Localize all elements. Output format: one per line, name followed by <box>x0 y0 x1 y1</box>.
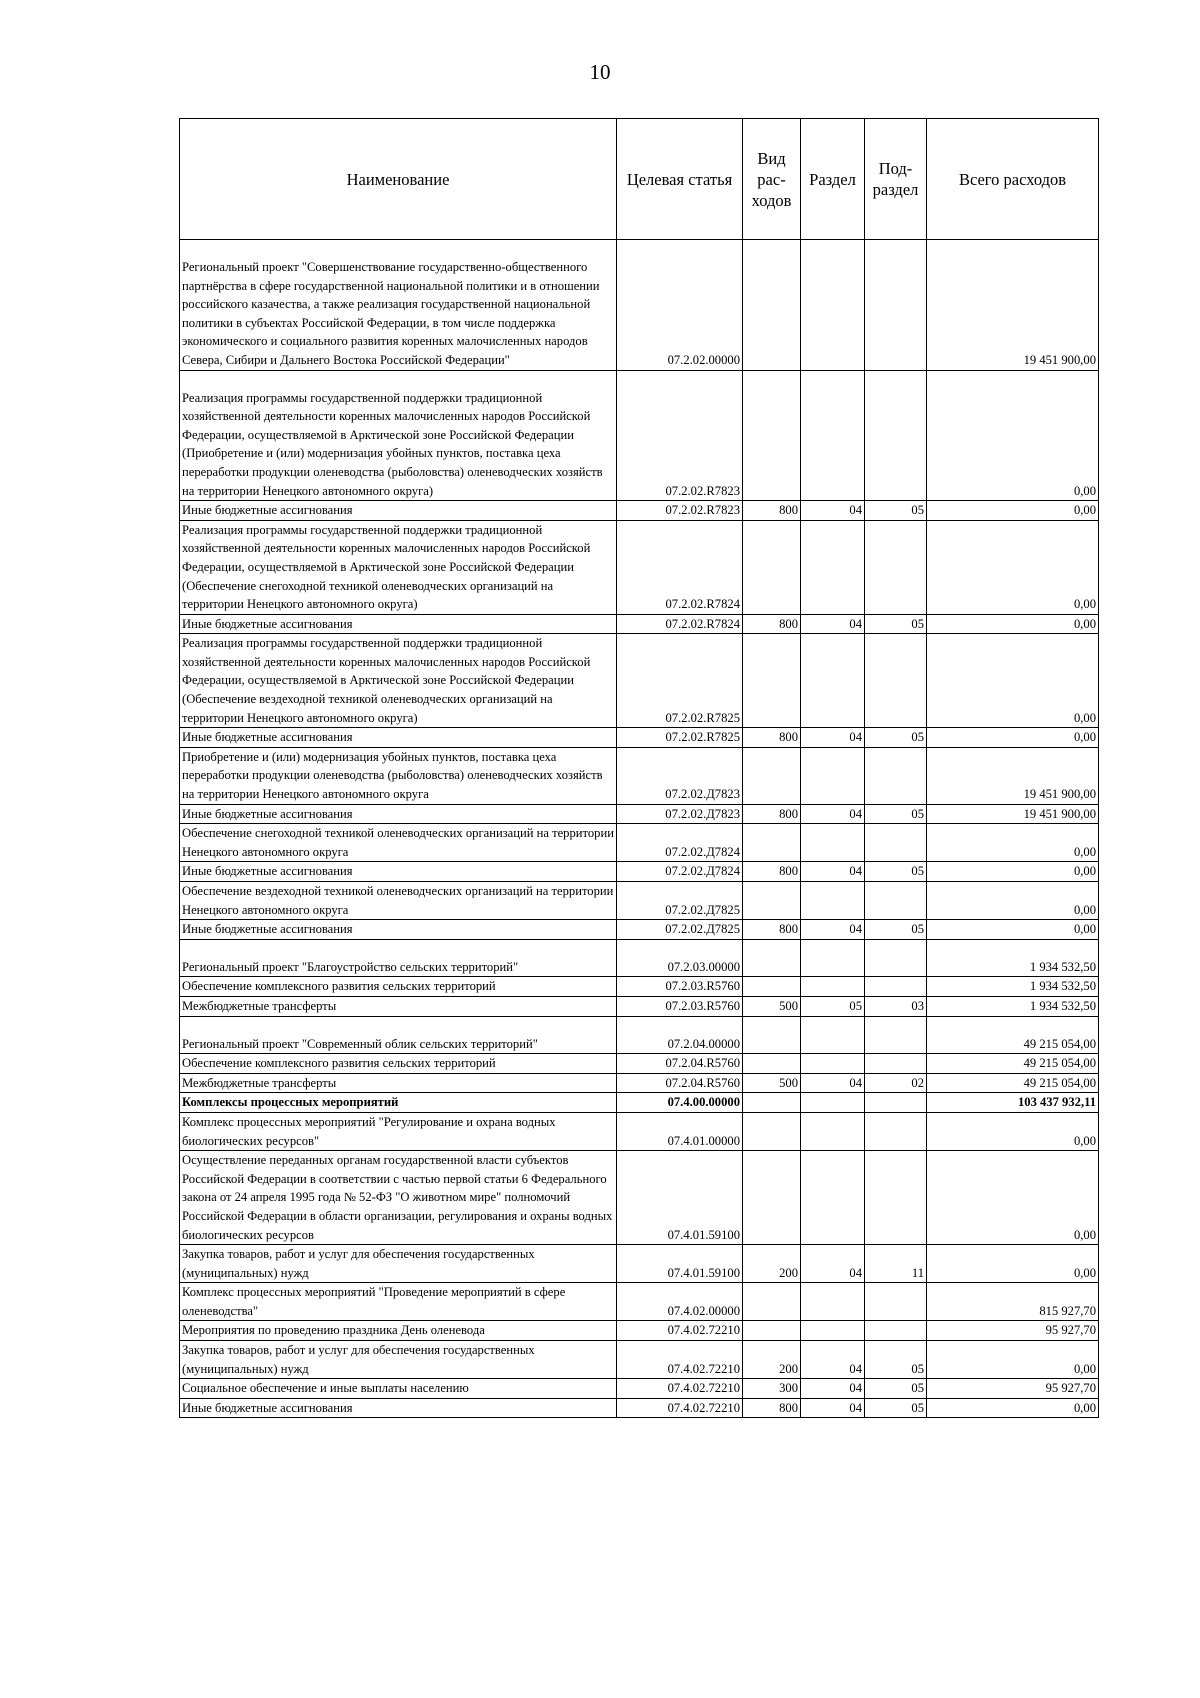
cell-section <box>801 1093 865 1113</box>
table-row <box>180 501 1099 521</box>
cell-total: 815 927,70 <box>927 1283 1099 1321</box>
cell-total: 0,00 <box>927 824 1099 862</box>
cell-kind: 800 <box>743 862 801 882</box>
table-row <box>180 882 1099 920</box>
cell-article: 07.2.02.R7824 <box>617 614 743 634</box>
cell-total: 0,00 <box>927 614 1099 634</box>
cell-total: 49 215 054,00 <box>927 1073 1099 1093</box>
cell-kind <box>743 1151 801 1245</box>
cell-name: Иные бюджетные ассигнования <box>180 804 617 824</box>
cell-article: 07.4.02.72210 <box>617 1321 743 1341</box>
budget-table <box>179 118 1099 1418</box>
cell-name: Региональный проект "Благоустройство сельских территорий" <box>180 939 617 977</box>
cell-article: 07.4.02.72210 <box>617 1398 743 1418</box>
cell-article: 07.2.02.Д7823 <box>617 747 743 804</box>
cell-section: 04 <box>801 1341 865 1379</box>
cell-kind: 800 <box>743 728 801 748</box>
table-row <box>180 1321 1099 1341</box>
cell-name: Иные бюджетные ассигнования <box>180 728 617 748</box>
cell-kind: 200 <box>743 1245 801 1283</box>
cell-subsection: 05 <box>865 1379 927 1399</box>
cell-kind <box>743 1283 801 1321</box>
cell-subsection <box>865 634 927 728</box>
cell-name: Приобретение и (или) модернизация убойных пунктов, поставка цеха переработки продукции оленеводства (рыболовства) оленеводческих хозяйств на территории Ненецкого автономного округа <box>180 747 617 804</box>
cell-kind: 800 <box>743 1398 801 1418</box>
cell-subsection: 05 <box>865 804 927 824</box>
cell-article: 07.2.02.R7825 <box>617 634 743 728</box>
table-row <box>180 1073 1099 1093</box>
header-section: Раздел <box>801 119 865 240</box>
table-row <box>180 614 1099 634</box>
cell-subsection: 11 <box>865 1245 927 1283</box>
cell-kind <box>743 370 801 501</box>
cell-total: 0,00 <box>927 862 1099 882</box>
table-header-row <box>180 119 1099 240</box>
cell-subsection <box>865 1016 927 1054</box>
table-row <box>180 1016 1099 1054</box>
header-name: Наименование <box>180 119 617 240</box>
cell-article: 07.2.02.Д7823 <box>617 804 743 824</box>
cell-article: 07.4.02.72210 <box>617 1341 743 1379</box>
cell-name: Обеспечение комплексного развития сельских территорий <box>180 1054 617 1074</box>
table-body <box>180 240 1099 1418</box>
cell-section <box>801 1283 865 1321</box>
cell-article: 07.4.02.72210 <box>617 1379 743 1399</box>
cell-section <box>801 1016 865 1054</box>
page-number: 10 <box>589 60 611 84</box>
cell-article: 07.2.02.Д7824 <box>617 862 743 882</box>
cell-section: 04 <box>801 1398 865 1418</box>
cell-article: 07.4.01.59100 <box>617 1151 743 1245</box>
cell-kind <box>743 977 801 997</box>
cell-subsection: 03 <box>865 996 927 1016</box>
cell-total: 1 934 532,50 <box>927 977 1099 997</box>
cell-kind: 500 <box>743 1073 801 1093</box>
cell-article: 07.2.02.00000 <box>617 240 743 371</box>
table-row <box>180 1054 1099 1074</box>
cell-subsection: 05 <box>865 1341 927 1379</box>
cell-article: 07.2.04.00000 <box>617 1016 743 1054</box>
cell-name: Закупка товаров, работ и услуг для обеспечения государственных (муниципальных) нужд <box>180 1341 617 1379</box>
cell-subsection: 05 <box>865 614 927 634</box>
cell-subsection <box>865 1151 927 1245</box>
table-row <box>180 747 1099 804</box>
cell-kind <box>743 1016 801 1054</box>
cell-kind <box>743 882 801 920</box>
table-row <box>180 728 1099 748</box>
cell-total: 0,00 <box>927 501 1099 521</box>
table-row <box>180 240 1099 371</box>
cell-name: Комплекс процессных мероприятий "Проведение мероприятий в сфере оленеводства" <box>180 1283 617 1321</box>
table-row <box>180 977 1099 997</box>
cell-total: 0,00 <box>927 1151 1099 1245</box>
cell-name: Межбюджетные трансферты <box>180 996 617 1016</box>
cell-subsection <box>865 370 927 501</box>
cell-name: Иные бюджетные ассигнования <box>180 614 617 634</box>
table-row <box>180 1151 1099 1245</box>
cell-article: 07.2.02.R7823 <box>617 370 743 501</box>
cell-section <box>801 939 865 977</box>
cell-name: Обеспечение вездеходной техникой оленеводческих организаций на территории Ненецкого автономного округа <box>180 882 617 920</box>
cell-kind <box>743 240 801 371</box>
cell-subsection <box>865 1321 927 1341</box>
cell-subsection <box>865 747 927 804</box>
cell-article: 07.2.02.Д7825 <box>617 920 743 940</box>
cell-subsection <box>865 1112 927 1150</box>
cell-article: 07.2.02.R7824 <box>617 520 743 614</box>
header-subsection: Под-раздел <box>865 119 927 240</box>
cell-kind: 300 <box>743 1379 801 1399</box>
table-row <box>180 1283 1099 1321</box>
cell-article: 07.2.04.R5760 <box>617 1073 743 1093</box>
table-row <box>180 1341 1099 1379</box>
table-row <box>180 1093 1099 1113</box>
cell-name: Иные бюджетные ассигнования <box>180 920 617 940</box>
cell-name: Иные бюджетные ассигнования <box>180 1398 617 1418</box>
cell-name: Комплексы процессных мероприятий <box>180 1093 617 1113</box>
cell-name: Осуществление переданных органам государственной власти субъектов Российской Федерации в соответствии с частью первой статьи 6 Федерального закона от 24 апреля 1995 года № 52-ФЗ "О животном мире" полномочий Российской Федерации в области организации, регулирования и охраны водных биологических ресурсов <box>180 1151 617 1245</box>
cell-section: 04 <box>801 804 865 824</box>
cell-subsection <box>865 882 927 920</box>
cell-section <box>801 1151 865 1245</box>
cell-name: Обеспечение комплексного развития сельских территорий <box>180 977 617 997</box>
cell-article: 07.2.04.R5760 <box>617 1054 743 1074</box>
cell-name: Мероприятия по проведению праздника День оленевода <box>180 1321 617 1341</box>
cell-total: 0,00 <box>927 1112 1099 1150</box>
cell-article: 07.2.02.Д7824 <box>617 824 743 862</box>
header-article: Целевая статья <box>617 119 743 240</box>
cell-section: 05 <box>801 996 865 1016</box>
cell-kind <box>743 939 801 977</box>
cell-total: 49 215 054,00 <box>927 1054 1099 1074</box>
table-row <box>180 824 1099 862</box>
cell-name: Межбюджетные трансферты <box>180 1073 617 1093</box>
cell-subsection <box>865 977 927 997</box>
cell-kind <box>743 747 801 804</box>
cell-kind: 800 <box>743 614 801 634</box>
cell-kind <box>743 1093 801 1113</box>
cell-total: 0,00 <box>927 1341 1099 1379</box>
cell-article: 07.4.01.59100 <box>617 1245 743 1283</box>
cell-article: 07.2.02.Д7825 <box>617 882 743 920</box>
cell-article: 07.4.00.00000 <box>617 1093 743 1113</box>
header-total: Всего расходов <box>927 119 1099 240</box>
cell-total: 1 934 532,50 <box>927 996 1099 1016</box>
cell-section: 04 <box>801 862 865 882</box>
cell-kind: 800 <box>743 804 801 824</box>
cell-subsection: 05 <box>865 1398 927 1418</box>
cell-name: Комплекс процессных мероприятий "Регулирование и охрана водных биологических ресурсов" <box>180 1112 617 1150</box>
cell-section: 04 <box>801 728 865 748</box>
cell-subsection: 05 <box>865 862 927 882</box>
cell-kind: 800 <box>743 501 801 521</box>
cell-kind <box>743 520 801 614</box>
cell-section: 04 <box>801 920 865 940</box>
cell-kind: 800 <box>743 920 801 940</box>
cell-total: 95 927,70 <box>927 1321 1099 1341</box>
cell-total: 19 451 900,00 <box>927 747 1099 804</box>
cell-name: Региональный проект "Современный облик сельских территорий" <box>180 1016 617 1054</box>
cell-subsection: 02 <box>865 1073 927 1093</box>
cell-section <box>801 882 865 920</box>
cell-section <box>801 1321 865 1341</box>
table-row <box>180 939 1099 977</box>
cell-kind <box>743 1054 801 1074</box>
cell-kind: 200 <box>743 1341 801 1379</box>
cell-section <box>801 977 865 997</box>
cell-kind: 500 <box>743 996 801 1016</box>
cell-subsection <box>865 824 927 862</box>
cell-total: 0,00 <box>927 728 1099 748</box>
cell-total: 19 451 900,00 <box>927 240 1099 371</box>
cell-article: 07.4.02.00000 <box>617 1283 743 1321</box>
cell-article: 07.2.02.R7825 <box>617 728 743 748</box>
cell-section: 04 <box>801 1379 865 1399</box>
cell-total: 0,00 <box>927 1245 1099 1283</box>
cell-section <box>801 240 865 371</box>
table-row <box>180 1245 1099 1283</box>
cell-name: Иные бюджетные ассигнования <box>180 501 617 521</box>
cell-total: 95 927,70 <box>927 1379 1099 1399</box>
cell-name: Реализация программы государственной поддержки традиционной хозяйственной деятельности коренных малочисленных народов Российской Федерации, осуществляемой в Арктической зоне Российской Федерации (Приобретение и (или) модернизация убойных пунктов, поставка цеха переработки продукции оленеводства (рыболовства) оленеводческих хозяйств на территории Ненецкого автономного округа) <box>180 370 617 501</box>
table-row <box>180 1379 1099 1399</box>
cell-kind <box>743 634 801 728</box>
cell-article: 07.2.03.R5760 <box>617 996 743 1016</box>
table-row <box>180 520 1099 614</box>
cell-subsection <box>865 240 927 371</box>
cell-subsection <box>865 939 927 977</box>
cell-name: Закупка товаров, работ и услуг для обеспечения государственных (муниципальных) нужд <box>180 1245 617 1283</box>
cell-section: 04 <box>801 501 865 521</box>
cell-article: 07.2.03.R5760 <box>617 977 743 997</box>
cell-total: 49 215 054,00 <box>927 1016 1099 1054</box>
cell-total: 0,00 <box>927 370 1099 501</box>
cell-total: 0,00 <box>927 920 1099 940</box>
cell-kind <box>743 1112 801 1150</box>
cell-total: 103 437 932,11 <box>927 1093 1099 1113</box>
cell-section: 04 <box>801 1245 865 1283</box>
table-row <box>180 1398 1099 1418</box>
cell-total: 0,00 <box>927 1398 1099 1418</box>
cell-subsection <box>865 1054 927 1074</box>
table-row <box>180 804 1099 824</box>
cell-subsection: 05 <box>865 501 927 521</box>
table-row <box>180 370 1099 501</box>
table-row <box>180 634 1099 728</box>
cell-total: 0,00 <box>927 520 1099 614</box>
cell-total: 1 934 532,50 <box>927 939 1099 977</box>
cell-name: Реализация программы государственной поддержки традиционной хозяйственной деятельности коренных малочисленных народов Российской Федерации, осуществляемой в Арктической зоне Российской Федерации (Обеспечение вездеходной техникой оленеводческих организаций на территории Ненецкого автономного округа) <box>180 634 617 728</box>
cell-name: Иные бюджетные ассигнования <box>180 862 617 882</box>
cell-name: Обеспечение снегоходной техникой оленеводческих организаций на территории Ненецкого автономного округа <box>180 824 617 862</box>
cell-name: Реализация программы государственной поддержки традиционной хозяйственной деятельности коренных малочисленных народов Российской Федерации, осуществляемой в Арктической зоне Российской Федерации (Обеспечение снегоходной техникой оленеводческих организаций на территории Ненецкого автономного округа) <box>180 520 617 614</box>
cell-total: 19 451 900,00 <box>927 804 1099 824</box>
table-row <box>180 862 1099 882</box>
cell-section <box>801 1112 865 1150</box>
cell-section <box>801 520 865 614</box>
cell-article: 07.4.01.00000 <box>617 1112 743 1150</box>
cell-subsection <box>865 520 927 614</box>
header-kind: Вид рас-ходов <box>743 119 801 240</box>
cell-section <box>801 634 865 728</box>
cell-section <box>801 370 865 501</box>
cell-section <box>801 747 865 804</box>
table-row <box>180 920 1099 940</box>
table-row <box>180 996 1099 1016</box>
cell-article: 07.2.02.R7823 <box>617 501 743 521</box>
cell-section <box>801 824 865 862</box>
cell-subsection: 05 <box>865 920 927 940</box>
cell-subsection: 05 <box>865 728 927 748</box>
cell-name: Региональный проект "Совершенствование государственно-общественного партнёрства в сфере государственной национальной политики и в отношении российского казачества, а также реализация государственной национальной политики в субъектах Российской Федерации, в том числе поддержка экономического и социального развития коренных малочисленных народов Севера, Сибири и Дальнего Востока Российской Федерации" <box>180 240 617 371</box>
cell-total: 0,00 <box>927 634 1099 728</box>
cell-kind <box>743 824 801 862</box>
cell-section: 04 <box>801 614 865 634</box>
cell-section: 04 <box>801 1073 865 1093</box>
cell-subsection <box>865 1093 927 1113</box>
cell-subsection <box>865 1283 927 1321</box>
table-row <box>180 1112 1099 1150</box>
cell-section <box>801 1054 865 1074</box>
cell-kind <box>743 1321 801 1341</box>
cell-article: 07.2.03.00000 <box>617 939 743 977</box>
cell-name: Социальное обеспечение и иные выплаты населению <box>180 1379 617 1399</box>
cell-total: 0,00 <box>927 882 1099 920</box>
